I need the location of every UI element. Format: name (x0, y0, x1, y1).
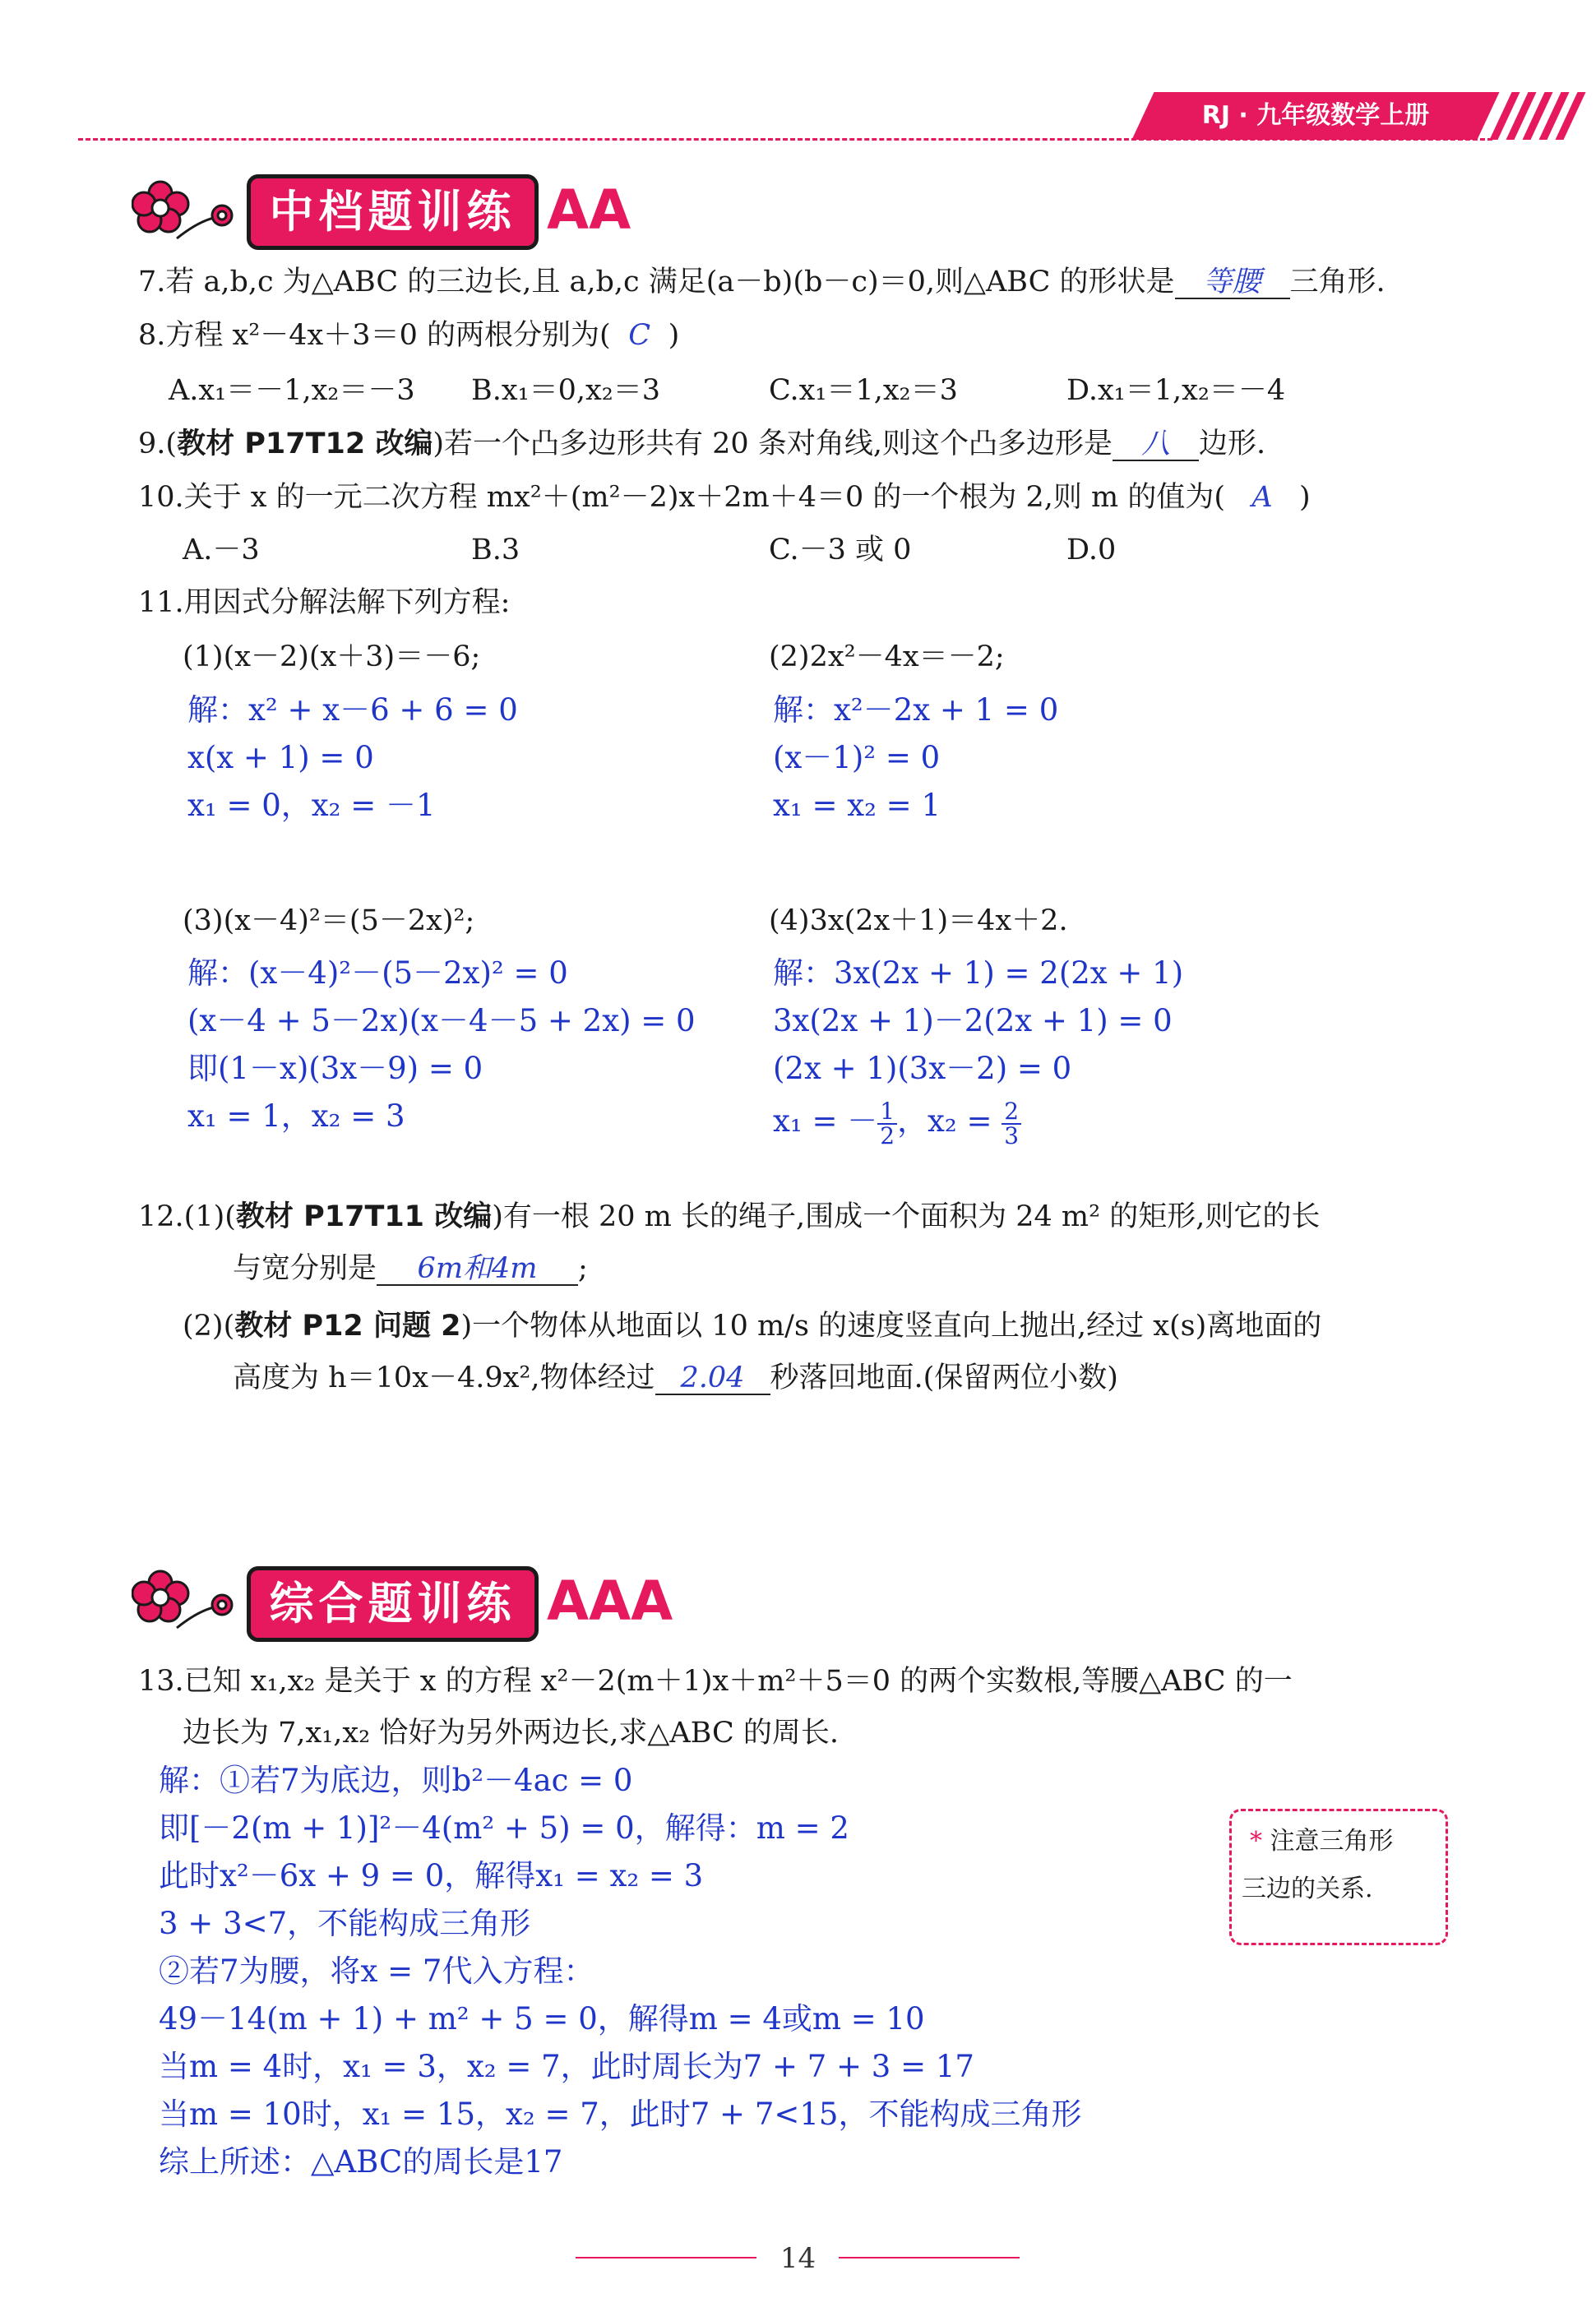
textbook-source: 教材 P17T11 改编 (235, 1200, 493, 1233)
answer-blank (1175, 266, 1290, 299)
page-number: 14 (779, 2242, 817, 2275)
question-12-2: (2)(教材 P12 问题 2)一个物体从地面以 10 m/s 的速度竖直向上抛出,经过 x(s)离地面的 (183, 1310, 1322, 1343)
answer-handwritten: 6m和4m (417, 1252, 538, 1285)
answer-handwritten: 八 (1140, 428, 1170, 460)
subquestion-3: (3)(x－4)²＝(5－2x)²; (183, 904, 475, 937)
answer-blank (377, 1253, 578, 1286)
section-title: 综合题训练 (269, 1578, 516, 1630)
solution-line: x₁ = 1，x₂ = 3 (187, 1098, 405, 1134)
solution-line: 当m = 10时，x₁ = 15，x₂ = 7，此时7 + 7<15，不能构成三角形 (159, 2097, 1082, 2132)
section-title: 中档题训练 (269, 186, 516, 238)
difficulty-level: AAA (547, 1570, 673, 1633)
flower-icon (132, 1562, 247, 1636)
question-12-1-cont: 与宽分别是 6m和4m ; (233, 1252, 588, 1285)
question-13-cont: 边长为 7,x₁,x₂ 恰好为另外两边长,求△ABC 的周长. (183, 1717, 840, 1750)
solution-line: x₁ = x₂ = 1 (773, 788, 941, 823)
option-b: B.x₁＝0,x₂＝3 (471, 374, 661, 407)
solution-line: 当m = 4时，x₁ = 3，x₂ = 7，此时周长为7 + 7 + 3 = 17 (159, 2049, 974, 2084)
fraction: $\frac{1}{2}$ (877, 1100, 897, 1148)
hint-line: * 注意三角形 (1250, 1827, 1394, 1856)
answer-handwritten: A (1251, 481, 1273, 514)
solution-line: (x－4 + 5－2x)(x－4－5 + 2x) = 0 (187, 1003, 696, 1038)
star-icon: * (1250, 1827, 1262, 1856)
answer-blank (1113, 428, 1199, 461)
answer-blank (655, 1362, 770, 1395)
textbook-source: 教材 P17T12 改编 (177, 428, 433, 460)
solution-line: (2x + 1)(3x－2) = 0 (773, 1051, 1072, 1086)
solution-line: 3 + 3<7，不能构成三角形 (159, 1906, 531, 1941)
answer-handwritten: C (628, 319, 651, 352)
answer-handwritten: 2.04 (680, 1362, 745, 1394)
section-banner-medium (247, 174, 539, 250)
header-book-title: RJ · 九年级数学上册 (1201, 101, 1430, 130)
subquestion-2: (2)2x²－4x＝－2; (769, 640, 1005, 673)
option-d: D.0 (1066, 534, 1117, 566)
solution-line: 解：x² + x－6 + 6 = 0 (187, 692, 518, 728)
solution-line: 解：①若7为底边，则b²－4ac = 0 (159, 1763, 633, 1798)
section-banner-comprehensive (247, 1566, 539, 1642)
solution-line: x₁ = － $\frac{1}{2}$ ，x₂ = $\frac{2}{3}$ (773, 1097, 1021, 1148)
solution-line: x(x + 1) = 0 (187, 740, 374, 775)
textbook-source: 教材 P12 问题 2 (234, 1310, 461, 1343)
solution-line: 解：x²－2x + 1 = 0 (773, 692, 1059, 728)
subquestion-1: (1)(x－2)(x＋3)＝－6; (183, 640, 481, 673)
hint-line: 三边的关系. (1242, 1875, 1373, 1903)
solution-line: 解：3x(2x + 1) = 2(2x + 1) (773, 955, 1184, 991)
question-12-2-cont: 高度为 h＝10x－4.9x²,物体经过 2.04 秒落回地面.(保留两位小数) (233, 1362, 1118, 1394)
solution-line: 49－14(m + 1) + m² + 5 = 0，解得m = 4或m = 10 (159, 2001, 925, 2037)
question-9: 9.(教材 P17T12 改编)若一个凸多边形共有 20 条对角线,则这个凸多边形是 八 边形. (138, 428, 1266, 460)
option-b: B.3 (471, 534, 520, 566)
solution-line: 此时x²－6x + 9 = 0，解得x₁ = x₂ = 3 (159, 1858, 704, 1893)
option-d: D.x₁＝1,x₂＝－4 (1066, 374, 1286, 407)
solution-line: x₁ = 0，x₂ = －1 (187, 788, 436, 823)
question-8: 8.方程 x²－4x＋3＝0 的两根分别为( C ) (138, 317, 679, 354)
question-10: 10.关于 x 的一元二次方程 mx²＋(m²－2)x＋2m＋4＝0 的一个根为 2,则 m 的值为( A ) (138, 479, 1311, 516)
question-11: 11.用因式分解法解下列方程: (138, 586, 511, 619)
question-13: 13.已知 x₁,x₂ 是关于 x 的方程 x²－2(m＋1)x＋m²＋5＝0 的两个实数根,等腰△ABC 的一 (138, 1665, 1293, 1698)
question-12-1: 12.(1)(教材 P17T11 改编)有一根 20 m 长的绳子,围成一个面积为 24 m² 的矩形,则它的长 (138, 1200, 1321, 1233)
solution-line: 解：(x－4)²－(5－2x)² = 0 (187, 955, 568, 991)
solution-line: (x－1)² = 0 (773, 740, 941, 775)
solution-line: 3x(2x + 1)－2(2x + 1) = 0 (773, 1003, 1173, 1038)
option-c: C.x₁＝1,x₂＝3 (769, 374, 958, 407)
subquestion-4: (4)3x(2x＋1)＝4x＋2. (769, 904, 1068, 937)
option-a: A.x₁＝－1,x₂＝－3 (169, 374, 415, 407)
solution-line: 即(1－x)(3x－9) = 0 (187, 1051, 483, 1086)
solution-line: 综上所述：△ABC的周长是17 (159, 2144, 563, 2180)
option-c: C.－3 或 0 (769, 534, 912, 566)
fraction: $\frac{2}{3}$ (1002, 1100, 1021, 1148)
option-a: A.－3 (183, 534, 260, 566)
flower-icon (132, 173, 247, 247)
answer-handwritten: 等腰 (1203, 266, 1261, 298)
solution-line: 即[－2(m + 1)]²－4(m² + 5) = 0，解得：m = 2 (159, 1810, 849, 1846)
question-7: 7.若 a,b,c 为△ABC 的三边长,且 a,b,c 满足(a－b)(b－c)＝0,则△ABC 的形状是 等腰 三角形. (138, 266, 1386, 298)
solution-line: ②若7为腰，将x = 7代入方程： (159, 1953, 594, 1989)
difficulty-level: AA (547, 178, 631, 242)
